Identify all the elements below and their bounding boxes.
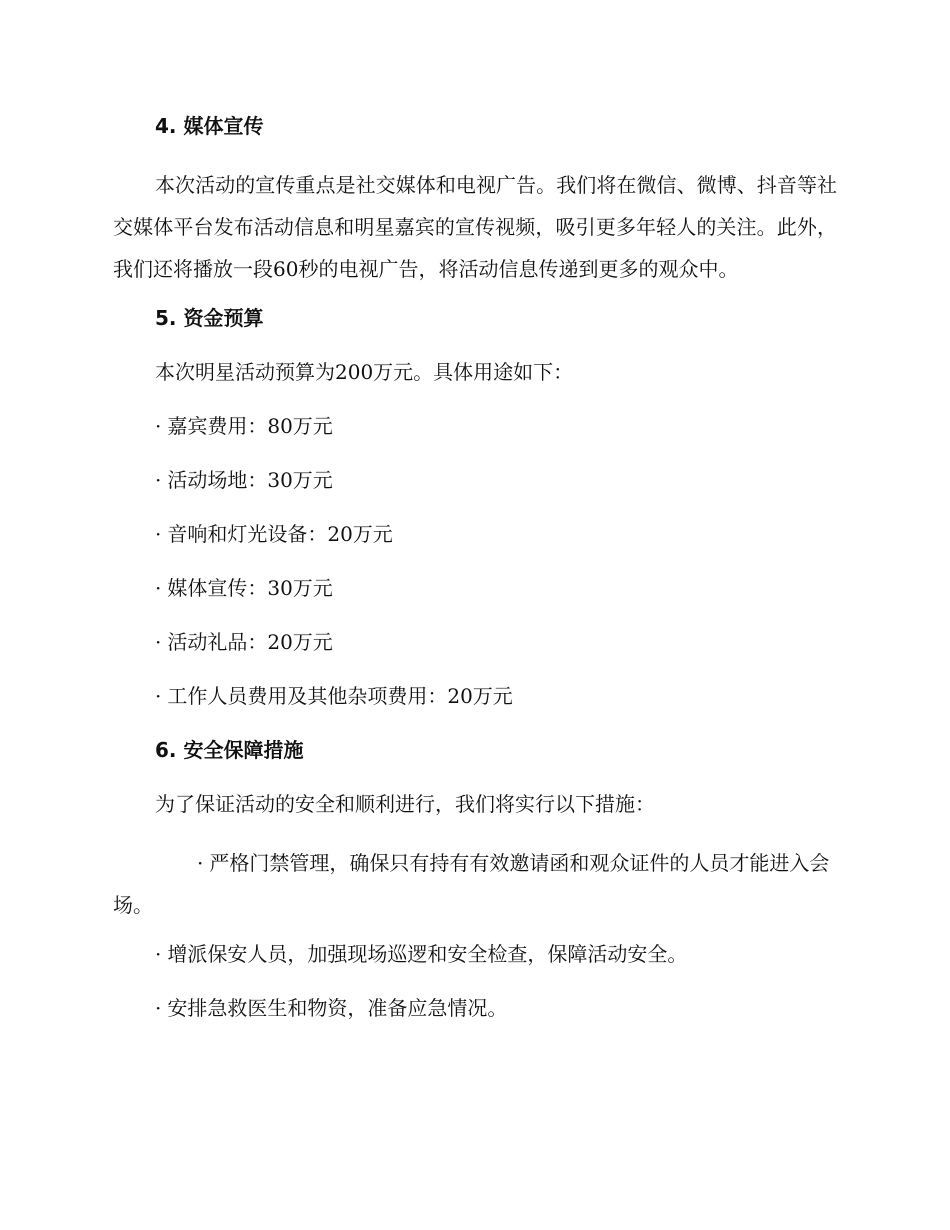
- safety-item-text: 严格门禁管理，确保只有持有有效邀请函和观众证件的人员才能进入会场。: [113, 851, 830, 917]
- budget-item-text: 音响和灯光设备：20万元: [167, 522, 393, 546]
- document-page: [113, 110, 837, 1046]
- budget-item: [155, 626, 837, 658]
- section-heading-media: 4. 媒体宣传: [155, 114, 264, 138]
- budget-item-text: 活动场地：30万元: [167, 468, 333, 492]
- media-paragraph: 本次活动的宣传重点是社交媒体和电视广告。我们将在微信、微博、抖音等社交媒体平台发布活动信息和明星嘉宾的宣传视频，吸引更多年轻人的关注。此外，我们还将播放一段60秒的电视广告，将活动信息传递到更多的观众中。: [113, 173, 837, 281]
- safety-item: [155, 938, 837, 970]
- safety-intro: 为了保证活动的安全和顺利进行，我们将实行以下措施：: [155, 792, 655, 816]
- safety-item: [113, 842, 837, 926]
- budget-intro: 本次明星活动预算为200万元。具体用途如下：: [155, 360, 574, 384]
- bullet-dot: ·: [155, 942, 162, 966]
- budget-item-text: 工作人员费用及其他杂项费用：20万元: [167, 684, 513, 708]
- bullet-dot: ·: [155, 414, 162, 438]
- section-heading-safety: 6. 安全保障措施: [155, 738, 304, 762]
- budget-item: [155, 572, 837, 604]
- bullet-dot: ·: [155, 996, 162, 1020]
- budget-item-text: 媒体宣传：30万元: [167, 576, 333, 600]
- section-heading-budget: 5. 资金预算: [155, 306, 264, 330]
- bullet-dot: ·: [155, 576, 162, 600]
- budget-item: [155, 680, 837, 712]
- bullet-dot: ·: [155, 630, 162, 654]
- budget-item: [155, 464, 837, 496]
- safety-item-text: 安排急救医生和物资，准备应急情况。: [167, 996, 508, 1020]
- safety-item-text: 增派保安人员，加强现场巡逻和安全检查，保障活动安全。: [167, 942, 688, 966]
- budget-item: [155, 518, 837, 550]
- bullet-dot: ·: [197, 851, 204, 875]
- bullet-dot: ·: [155, 684, 162, 708]
- budget-item: [155, 410, 837, 442]
- budget-item-text: 活动礼品：20万元: [167, 630, 333, 654]
- bullet-dot: ·: [155, 468, 162, 492]
- safety-item: [155, 992, 837, 1024]
- budget-item-text: 嘉宾费用：80万元: [167, 414, 333, 438]
- bullet-dot: ·: [155, 522, 162, 546]
